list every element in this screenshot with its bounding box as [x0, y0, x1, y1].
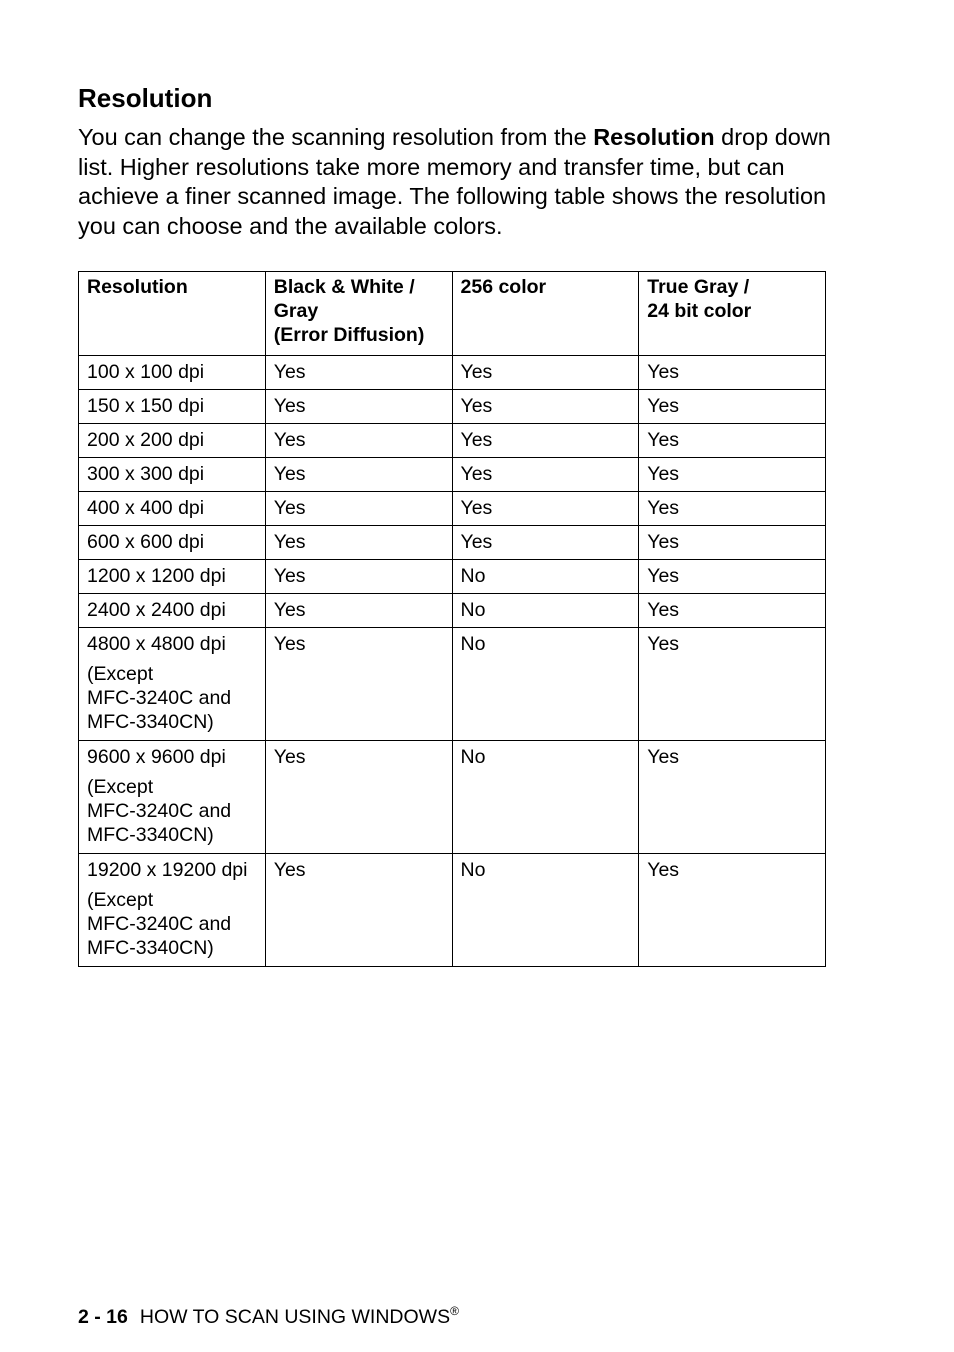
table-row: [79, 492, 826, 526]
resolution-value: 400 x 400 dpi: [87, 497, 205, 519]
resolution-value: 19200 x 19200 dpi: [87, 859, 248, 881]
table-row: [79, 356, 826, 390]
bw-gray-cell: Yes: [265, 526, 452, 560]
true-gray-24bit-cell: Yes: [639, 628, 826, 741]
true-gray-24bit-cell: Yes: [639, 492, 826, 526]
note-line: (Except: [87, 889, 154, 911]
color-256-cell: No: [452, 594, 639, 628]
table-row: [79, 741, 826, 854]
note-line: MFC-3240C and: [87, 913, 232, 935]
color-256-cell: Yes: [452, 356, 639, 390]
table-row: [79, 424, 826, 458]
note-line: MFC-3340CN): [87, 937, 214, 959]
bw-gray-cell: Yes: [265, 741, 452, 854]
page-number: 2 - 16: [78, 1306, 128, 1328]
model-exception-note: [87, 662, 257, 734]
resolution-cell: [79, 356, 266, 390]
header-line: True Gray /: [647, 276, 750, 298]
note-line: MFC-3340CN): [87, 824, 214, 846]
note-line: (Except: [87, 663, 154, 685]
intro-paragraph: [78, 123, 838, 242]
true-gray-24bit-cell: Yes: [639, 526, 826, 560]
bw-gray-cell: Yes: [265, 628, 452, 741]
header-line: (Error Diffusion): [273, 324, 425, 346]
bw-gray-cell: Yes: [265, 854, 452, 967]
resolution-value: 600 x 600 dpi: [87, 531, 205, 553]
resolution-cell: [79, 526, 266, 560]
header-line: Black & White /: [273, 276, 415, 298]
resolution-table: [78, 271, 826, 967]
true-gray-24bit-cell: Yes: [639, 741, 826, 854]
color-256-cell: No: [452, 854, 639, 967]
resolution-cell: [79, 560, 266, 594]
resolution-value: 300 x 300 dpi: [87, 463, 205, 485]
table-row: [79, 560, 826, 594]
bw-gray-cell: Yes: [265, 356, 452, 390]
true-gray-24bit-cell: Yes: [639, 390, 826, 424]
bw-gray-cell: Yes: [265, 424, 452, 458]
bw-gray-cell: Yes: [265, 492, 452, 526]
resolution-cell: [79, 424, 266, 458]
color-256-cell: No: [452, 741, 639, 854]
bw-gray-cell: Yes: [265, 594, 452, 628]
resolution-value: 150 x 150 dpi: [87, 395, 205, 417]
resolution-value: 9600 x 9600 dpi: [87, 746, 226, 768]
resolution-value: 200 x 200 dpi: [87, 429, 205, 451]
model-exception-note: [87, 775, 257, 847]
true-gray-24bit-cell: Yes: [639, 458, 826, 492]
table-row: [79, 628, 826, 741]
intro-resolution-term: Resolution: [593, 124, 715, 150]
resolution-cell: [79, 741, 266, 854]
header-true-gray-24bit: [639, 272, 826, 356]
true-gray-24bit-cell: Yes: [639, 594, 826, 628]
header-line: Gray: [273, 300, 319, 322]
resolution-cell: [79, 458, 266, 492]
model-exception-note: [87, 888, 257, 960]
color-256-cell: Yes: [452, 492, 639, 526]
resolution-value: 100 x 100 dpi: [87, 361, 205, 383]
note-line: MFC-3340CN): [87, 711, 214, 733]
registered-mark: ®: [450, 1304, 459, 1318]
true-gray-24bit-cell: Yes: [639, 424, 826, 458]
resolution-cell: [79, 594, 266, 628]
resolution-cell: [79, 492, 266, 526]
color-256-cell: No: [452, 628, 639, 741]
note-line: MFC-3240C and: [87, 800, 232, 822]
intro-text-before: You can change the scanning resolution from the: [78, 124, 594, 150]
table-row: [79, 594, 826, 628]
color-256-cell: Yes: [452, 458, 639, 492]
header-black-white-gray: [265, 272, 452, 356]
note-line: MFC-3240C and: [87, 687, 232, 709]
bw-gray-cell: Yes: [265, 560, 452, 594]
true-gray-24bit-cell: Yes: [639, 854, 826, 967]
color-256-cell: Yes: [452, 390, 639, 424]
header-line: 256 color: [460, 276, 547, 298]
header-256-color: [452, 272, 639, 356]
resolution-value: 2400 x 2400 dpi: [87, 599, 226, 621]
true-gray-24bit-cell: Yes: [639, 560, 826, 594]
header-resolution: [79, 272, 266, 356]
resolution-value: 1200 x 1200 dpi: [87, 565, 226, 587]
resolution-cell: [79, 390, 266, 424]
table-row: [79, 526, 826, 560]
table-header-row: [79, 272, 826, 356]
resolution-value: 4800 x 4800 dpi: [87, 633, 226, 655]
table-row: [79, 390, 826, 424]
intro-text-after: drop down list. Higher resolutions take more memory and transfer time, but can achieve a finer scanned image. The following table shows the resolution you can choose and the available colors.: [78, 124, 831, 240]
resolution-cell: [79, 628, 266, 741]
bw-gray-cell: Yes: [265, 458, 452, 492]
color-256-cell: No: [452, 560, 639, 594]
header-line: Resolution: [87, 276, 188, 298]
color-256-cell: Yes: [452, 424, 639, 458]
table-row: [79, 458, 826, 492]
table-body: [79, 356, 826, 967]
header-line: 24 bit color: [647, 300, 752, 322]
table-row: [79, 854, 826, 967]
page-heading: Resolution: [78, 83, 213, 113]
color-256-cell: Yes: [452, 526, 639, 560]
note-line: (Except: [87, 776, 154, 798]
bw-gray-cell: Yes: [265, 390, 452, 424]
resolution-cell: [79, 854, 266, 967]
section-title: HOW TO SCAN USING WINDOWS: [139, 1306, 451, 1328]
page-footer: [78, 1298, 459, 1330]
true-gray-24bit-cell: Yes: [639, 356, 826, 390]
